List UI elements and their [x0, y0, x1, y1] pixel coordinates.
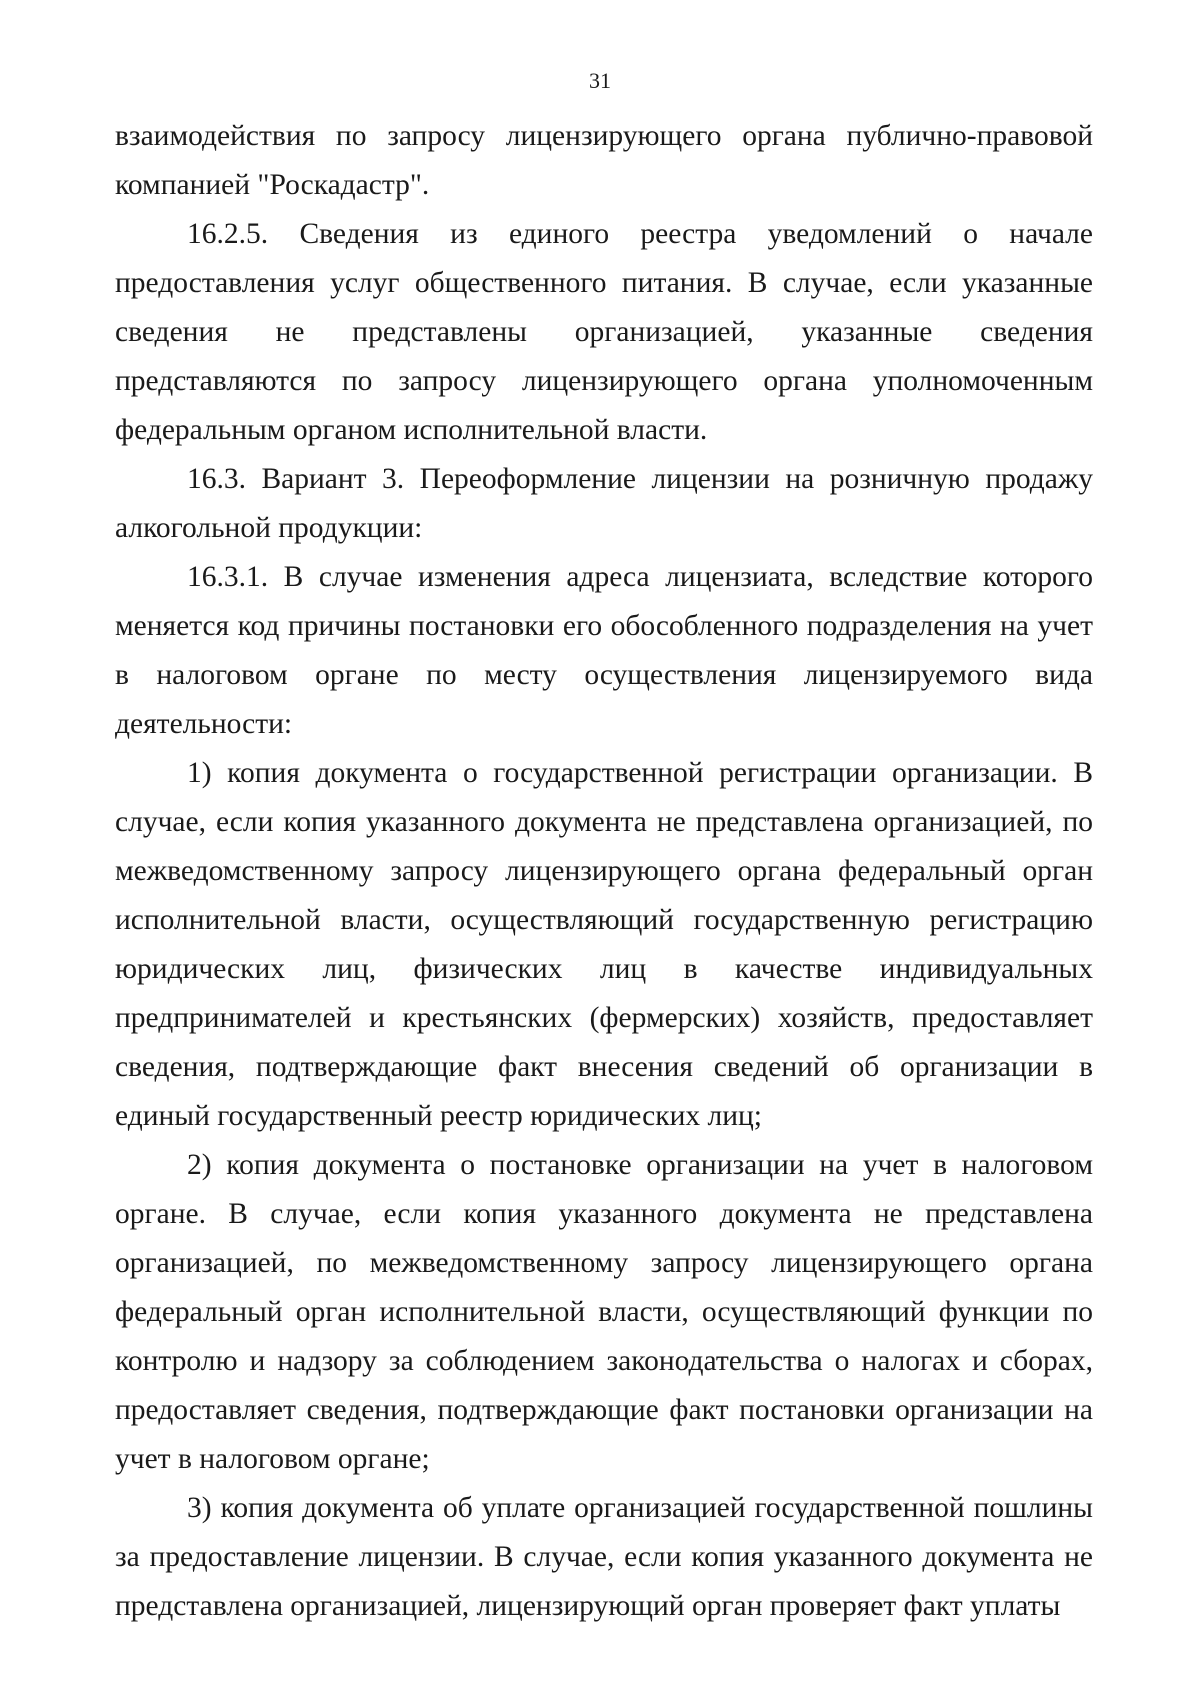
- list-item-3: 3) копия документа об уплате организацией государственной пошлины за предоставление лицензии. В случае, если копия указанного документа не представлена организацией, лицензирующий орган проверяет факт уплаты: [115, 1492, 1093, 1622]
- paragraph-continuation: взаимодействия по запросу лицензирующего органа публично-правовой компанией "Роскадастр".: [115, 120, 1093, 201]
- list-item-1: 1) копия документа о государственной регистрации организации. В случае, если копия указанного документа не представлена организацией, по межведомственному запросу лицензирующего органа федеральный орган исполнительной власти, осуществляющий государственную регистрацию юридических лиц, физических лиц в качестве индивидуальных предпринимателей и крестьянских (фермерских) хозяйств, предоставляет сведения, подтверждающие факт внесения сведений об организации в единый государственный реестр юридических лиц;: [115, 757, 1093, 1132]
- paragraph-16-3: 16.3. Вариант 3. Переоформление лицензии на розничную продажу алкогольной продукции:: [115, 463, 1093, 544]
- document-body: [115, 112, 1093, 1631]
- paragraph-16-3-1: 16.3.1. В случае изменения адреса лицензиата, вследствие которого меняется код причины постановки его обособленного подразделения на учет в налоговом органе по месту осуществления лицензируемого вида деятельности:: [115, 561, 1093, 740]
- paragraph-16-2-5: 16.2.5. Сведения из единого реестра уведомлений о начале предоставления услуг общественного питания. В случае, если указанные сведения не представлены организацией, указанные сведения представляются по запросу лицензирующего органа уполномоченным федеральным органом исполнительной власти.: [115, 218, 1093, 446]
- list-item-2: 2) копия документа о постановке организации на учет в налоговом органе. В случае, если копия указанного документа не представлена организацией, по межведомственному запросу лицензирующего органа федеральный орган исполнительной власти, осуществляющий функции по контролю и надзору за соблюдением законодательства о налогах и сборах, предоставляет сведения, подтверждающие факт постановки организации на учет в налоговом органе;: [115, 1149, 1093, 1475]
- page-number: 31: [589, 68, 611, 93]
